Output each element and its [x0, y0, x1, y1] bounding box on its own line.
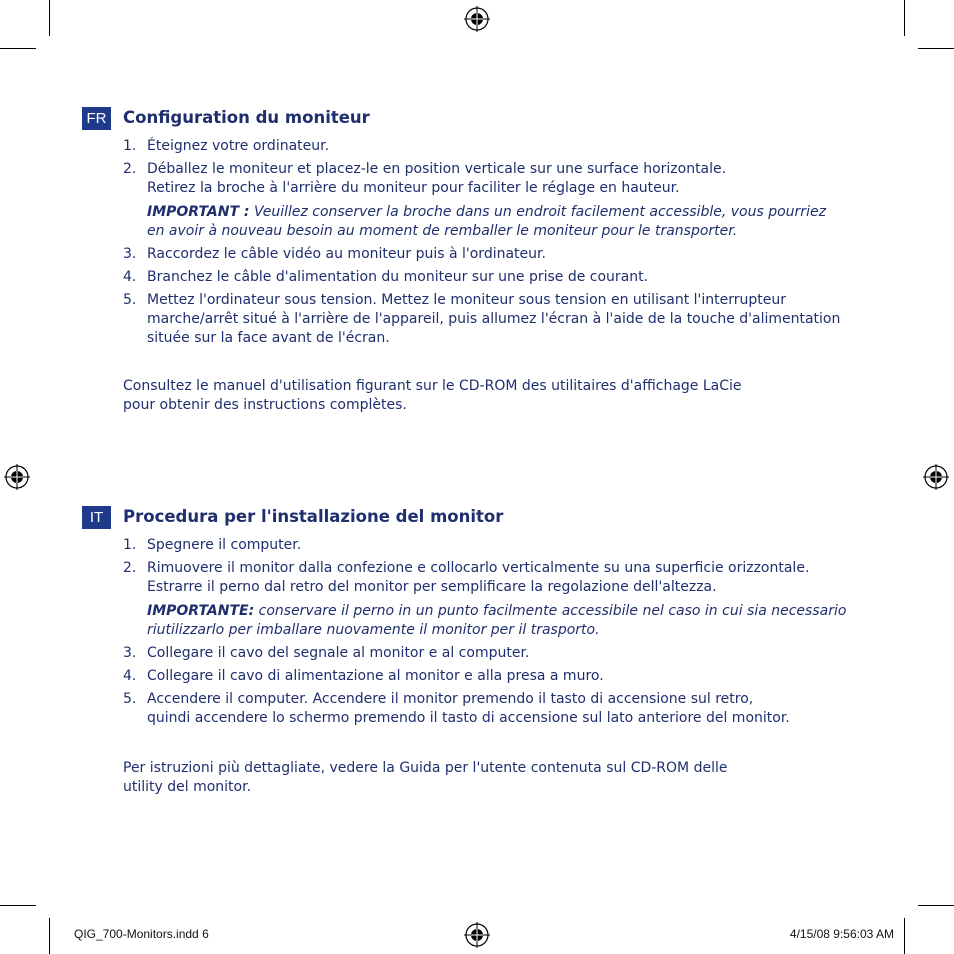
step-text: Collegare il cavo di alimentazione al monitor e alla presa a muro. [147, 668, 604, 684]
step-text: Éteignez votre ordinateur. [147, 138, 330, 154]
closing-note-it [123, 759, 823, 797]
note-text: Veuillez conserver la broche dans un endroit facilement accessible, vous pourriez [253, 204, 826, 220]
step-number: 3. [123, 246, 137, 262]
note-text: riutilizzarlo per imballare nuovamente il monitor per il trasporto. [147, 622, 600, 638]
steps-list-it [123, 536, 883, 732]
closing-text: Consultez le manuel d'utilisation figurant sur le CD-ROM des utilitaires d'affichage LaCie [123, 378, 742, 394]
section-title-it: Procedura per l'installazione del monitor [123, 507, 504, 526]
crop-mark-bottom-right-h [918, 905, 954, 906]
step-number: 2. [123, 161, 137, 177]
note-text: en avoir à nouveau besoin au moment de remballer le moniteur pour le transporter. [147, 223, 738, 239]
section-title-fr: Configuration du moniteur [123, 108, 370, 127]
steps-list-fr [123, 137, 883, 352]
crop-mark-bottom-left-h [0, 905, 36, 906]
step-number: 4. [123, 668, 137, 684]
step-number: 5. [123, 691, 137, 707]
registration-mark-left-icon [4, 464, 30, 490]
step-text: quindi accendere lo schermo premendo il tasto di accensione sul lato anteriore del monitor. [147, 710, 790, 726]
closing-text: pour obtenir des instructions complètes. [123, 397, 407, 413]
step-item [123, 559, 883, 640]
language-badge-it: IT [82, 506, 111, 529]
step-number: 1. [123, 138, 137, 154]
note-label: IMPORTANTE: [147, 603, 255, 619]
step-number: 4. [123, 269, 137, 285]
step-item [123, 160, 883, 241]
closing-text: utility del monitor. [123, 779, 252, 795]
step-number: 1. [123, 537, 137, 553]
step-item [123, 268, 883, 287]
step-number: 5. [123, 292, 137, 308]
step-item [123, 667, 883, 686]
step-text: Accendere il computer. Accendere il monitor premendo il tasto di accensione sul retro, [147, 691, 754, 707]
registration-mark-right-icon [923, 464, 949, 490]
important-note-fr [147, 203, 883, 241]
step-number: 2. [123, 560, 137, 576]
closing-text: Per istruzioni più dettagliate, vedere la Guida per l'utente contenuta sul CD-ROM delle [123, 760, 728, 776]
step-text: située sur la face avant de l'écran. [147, 330, 390, 346]
step-text: Raccordez le câble vidéo au moniteur puis à l'ordinateur. [147, 246, 546, 262]
crop-mark-bottom-right-v [904, 918, 905, 954]
footer-filename: QIG_700-Monitors.indd 6 [74, 927, 209, 941]
step-text: Collegare il cavo del segnale al monitor e al computer. [147, 645, 530, 661]
step-item [123, 690, 883, 728]
registration-mark-bottom-icon [464, 922, 490, 948]
step-text: Mettez l'ordinateur sous tension. Mettez le moniteur sous tension en utilisant l'interrupteur [147, 292, 787, 308]
crop-mark-top-left-h [0, 48, 36, 49]
step-text: marche/arrêt situé à l'arrière de l'appareil, puis allumez l'écran à l'aide de la touche d'alimentation [147, 311, 841, 327]
step-text: Déballez le moniteur et placez-le en position verticale sur une surface horizontale. [147, 161, 727, 177]
crop-mark-bottom-left-v [49, 918, 50, 954]
note-label: IMPORTANT : [147, 204, 250, 220]
registration-mark-top-icon [464, 6, 490, 32]
step-item [123, 137, 883, 156]
crop-mark-top-right-h [918, 48, 954, 49]
step-text: Rimuovere il monitor dalla confezione e collocarlo verticalmente su una superficie orizzontale. [147, 560, 810, 576]
step-item [123, 291, 883, 348]
footer-timestamp: 4/15/08 9:56:03 AM [789, 927, 894, 941]
language-badge-fr: FR [82, 107, 111, 130]
closing-note-fr [123, 377, 823, 415]
crop-mark-top-left-v [49, 0, 50, 36]
step-text: Retirez la broche à l'arrière du moniteur pour faciliter le réglage en hauteur. [147, 180, 680, 196]
step-item [123, 536, 883, 555]
crop-mark-top-right-v [904, 0, 905, 36]
step-text: Spegnere il computer. [147, 537, 302, 553]
note-text: conservare il perno in un punto facilmente accessibile nel caso in cui sia necessario [258, 603, 847, 619]
step-item [123, 644, 883, 663]
step-item [123, 245, 883, 264]
step-text: Branchez le câble d'alimentation du moniteur sur une prise de courant. [147, 269, 649, 285]
step-number: 3. [123, 645, 137, 661]
step-text: Estrarre il perno dal retro del monitor per semplificare la regolazione dell'altezza. [147, 579, 717, 595]
important-note-it [147, 602, 883, 640]
